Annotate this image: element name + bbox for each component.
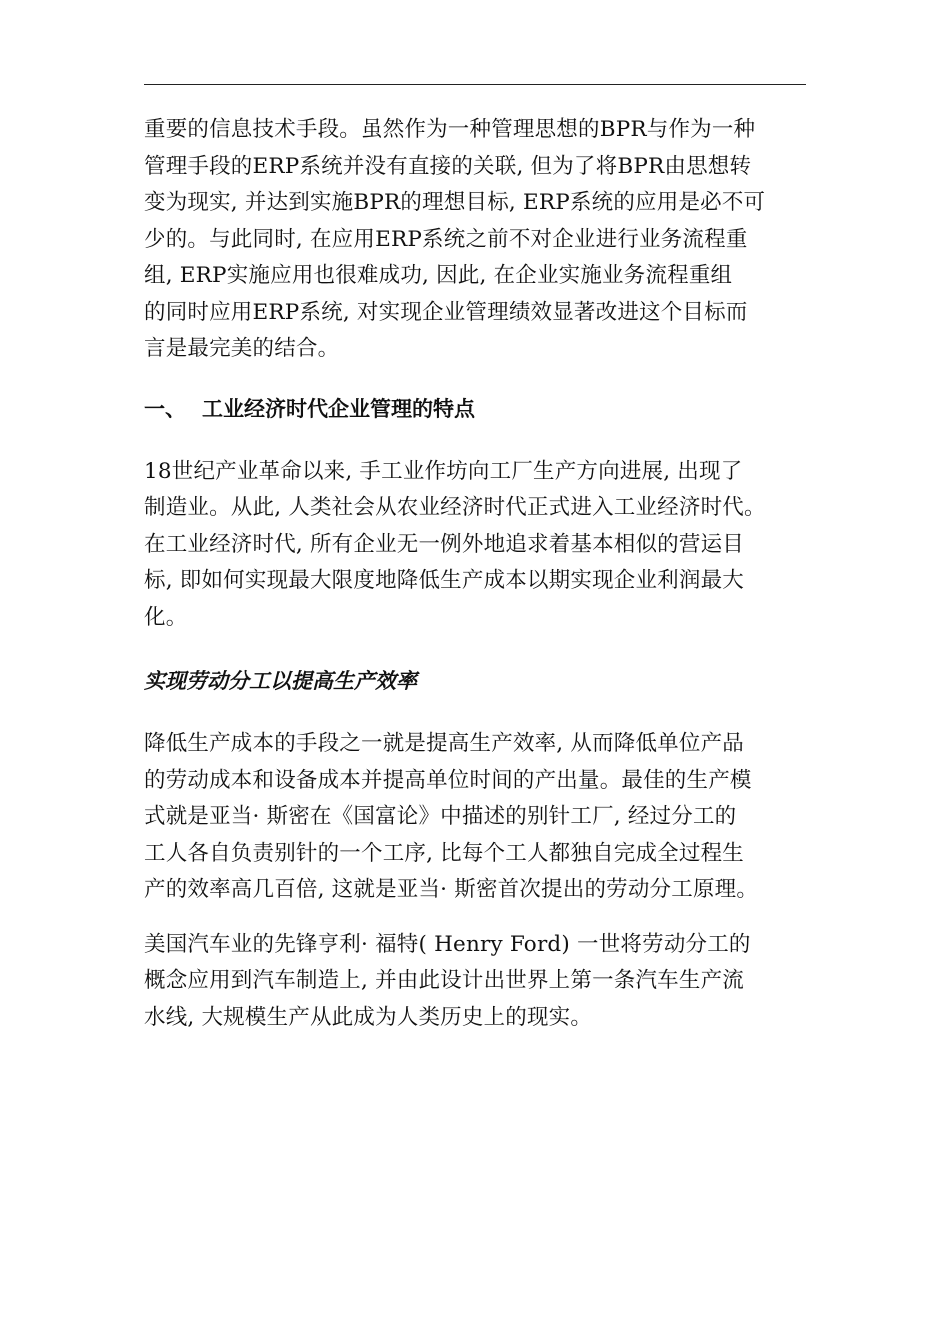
text-line: 产的效率高几百倍, 这就是亚当· 斯密首次提出的劳动分工原理。	[144, 877, 759, 902]
text-line: 化。	[144, 604, 188, 630]
text-line: 管理手段的ERP系统并没有直接的关联, 但为了将BPR由思想转	[144, 153, 752, 179]
header-rule	[144, 84, 806, 85]
section-heading	[144, 394, 820, 424]
text-line: 少的。与此同时, 在应用ERP系统之前不对企业进行业务流程重	[144, 226, 748, 252]
text-line: 言是最完美的结合。	[144, 336, 340, 361]
text-line: 工人各自负责别针的一个工序, 比每个工人都独自完成全过程生	[144, 840, 744, 866]
text-line: 在工业经济时代, 所有企业无一例外地追求着基本相似的营运目	[144, 531, 744, 557]
text-line: 标, 即如何实现最大限度地降低生产成本以期实现企业利润最大	[144, 568, 744, 593]
document-body	[144, 112, 820, 1036]
section-title: 工业经济时代企业管理的特点	[202, 396, 475, 421]
text-line: 概念应用到汽车制造上, 并由此设计出世界上第一条汽车生产流	[144, 968, 744, 993]
section-number: 一、	[144, 396, 186, 421]
text-line: 降低生产成本的手段之一就是提高生产效率, 从而降低单位产品	[144, 731, 744, 756]
text-line: 美国汽车业的先锋亨利· 福特( Henry Ford) 一世将劳动分工的	[144, 931, 751, 957]
text-line: 组, ERP实施应用也很难成功, 因此, 在企业实施业务流程重组	[144, 263, 733, 288]
paragraph-bpr-erp	[144, 112, 820, 368]
text-line: 式就是亚当· 斯密在《国富论》中描述的别针工厂, 经过分工的	[144, 804, 737, 829]
text-line: 水线, 大规模生产从此成为人类历史上的现实。	[144, 1004, 593, 1030]
paragraph-henry-ford	[144, 927, 820, 1037]
text-line: 的同时应用ERP系统, 对实现企业管理绩效显著改进这个目标而	[144, 299, 748, 325]
paragraph-division-of-labor	[144, 726, 820, 909]
paragraph-industrial-era	[144, 454, 820, 637]
text-line: 制造业。从此, 人类社会从农业经济时代正式进入工业经济时代。	[144, 495, 766, 520]
text-line: 18世纪产业革命以来, 手工业作坊向工厂生产方向进展, 出现了	[144, 458, 743, 484]
text-line: 变为现实, 并达到实施BPR的理想目标, ERP系统的应用是必不可	[144, 190, 766, 215]
subsection-heading: 实现劳动分工以提高生产效率	[144, 669, 417, 693]
text-line: 重要的信息技术手段。虽然作为一种管理思想的BPR与作为一种	[144, 117, 756, 142]
text-line: 的劳动成本和设备成本并提高单位时间的产出量。最佳的生产模	[144, 767, 752, 793]
